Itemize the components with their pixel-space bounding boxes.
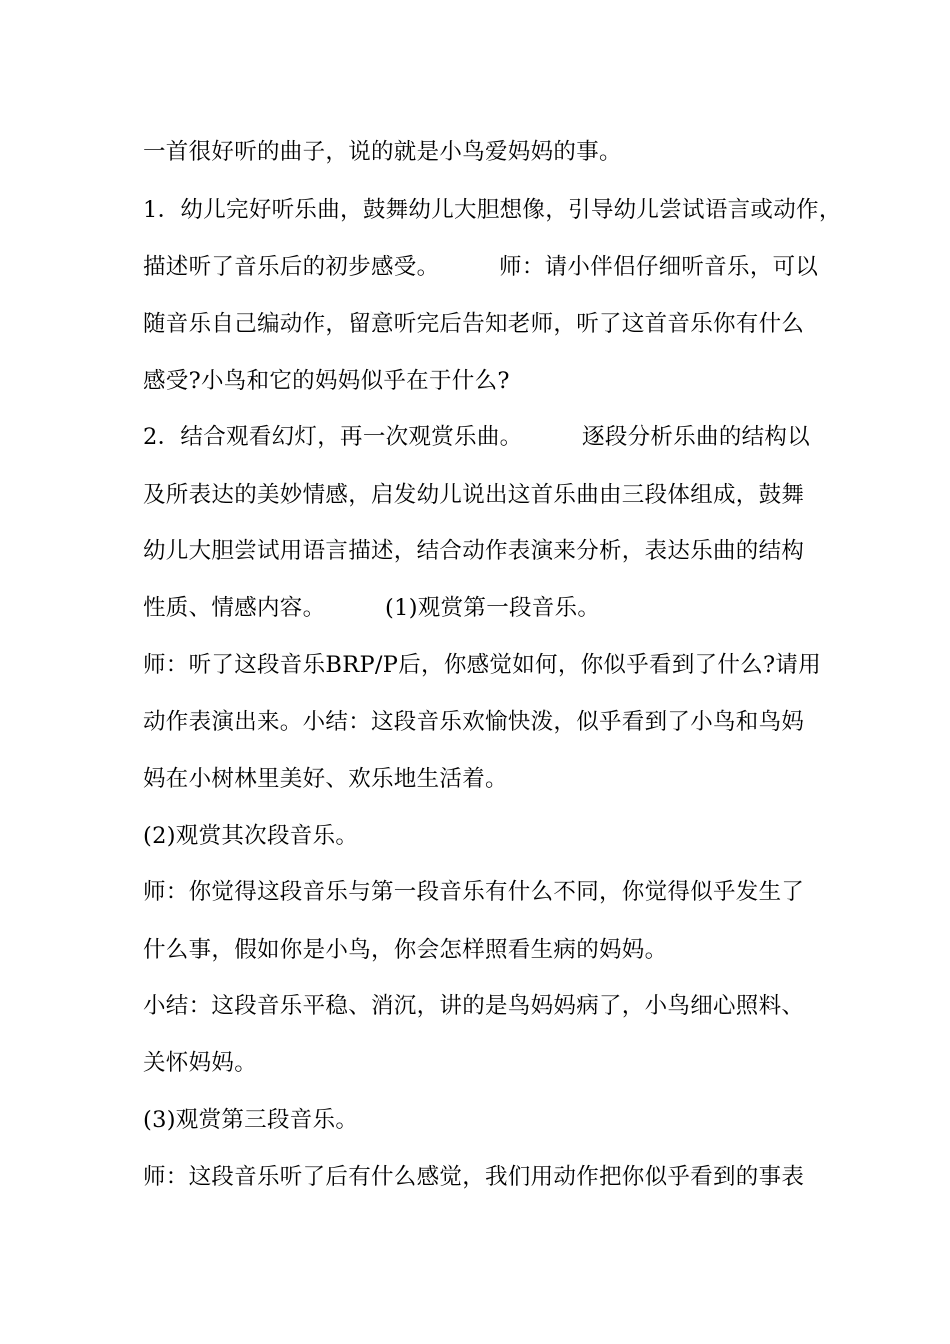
text-line: 性质、情感内容。 (1)观赏第一段音乐。 xyxy=(143,595,601,621)
text-line: 描述听了音乐后的初步感受。 师：请小伴侣仔细听音乐，可以 xyxy=(143,254,819,280)
text-line: (3)观赏第三段音乐。 xyxy=(143,1107,359,1133)
text-line: 随音乐自己编动作，留意听完后告知老师，听了这首音乐你有什么 xyxy=(143,311,805,337)
text-line: 关怀妈妈。 xyxy=(143,1050,258,1076)
text-line: 师：这段音乐听了后有什么感觉，我们用动作把你似乎看到的事表 xyxy=(143,1164,805,1190)
text-line: 1．幼儿完好听乐曲，鼓舞幼儿大胆想像，引导幼儿尝试语言或动作， xyxy=(143,197,842,223)
text-line: 什么事，假如你是小鸟，你会怎样照看生病的妈妈。 xyxy=(143,937,668,963)
text-line: 动作表演出来。小结：这段音乐欢愉快泼，似乎看到了小鸟和鸟妈 xyxy=(143,709,805,735)
text-line: (2)观赏其次段音乐。 xyxy=(143,823,359,849)
text-line: 师：听了这段音乐BRP/P后，你感觉如何，你似乎看到了什么?请用 xyxy=(143,652,821,678)
text-line: 妈在小树林里美好、欢乐地生活着。 xyxy=(143,766,508,792)
text-line: 师：你觉得这段音乐与第一段音乐有什么不同，你觉得似乎发生了 xyxy=(143,879,805,905)
text-line: 一首很好听的曲子，说的就是小鸟爱妈妈的事。 xyxy=(143,139,622,165)
text-line: 小结：这段音乐平稳、消沉，讲的是鸟妈妈病了，小鸟细心照料、 xyxy=(143,993,805,1019)
text-line: 感受?小鸟和它的妈妈似乎在于什么? xyxy=(143,368,510,394)
text-line: 幼儿大胆尝试用语言描述，结合动作表演来分析，表达乐曲的结构 xyxy=(143,538,805,564)
text-line: 2．结合观看幻灯，再一次观赏乐曲。 逐段分析乐曲的结构以 xyxy=(143,424,811,450)
text-line: 及所表达的美妙情感，启发幼儿说出这首乐曲由三段体组成，鼓舞 xyxy=(143,482,805,508)
